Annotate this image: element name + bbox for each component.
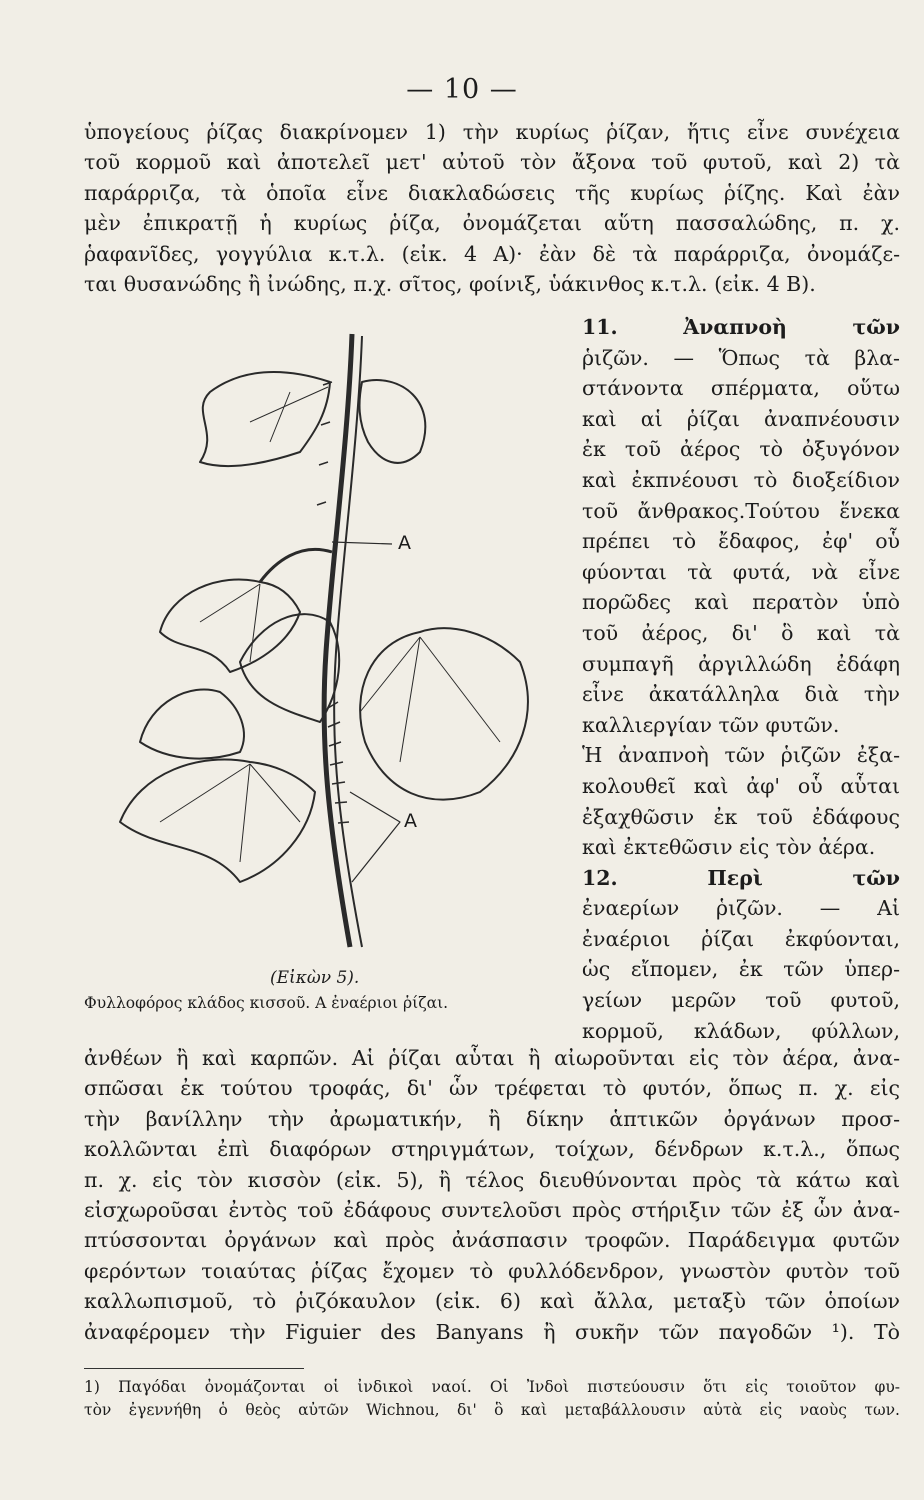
section-heading-11: 11. Ἀναπνοὴ τῶν <box>582 315 900 339</box>
figure-label: (Εἰκὼν 5). <box>270 968 360 988</box>
footnote-line: 1) Παγόδαι ὀνομάζονται οἱ ἰνδικοὶ ναοί. Οἱ Ἰνδοὶ πιστεύουσιν ὅτι εἰς τοιοῦτον φυ- <box>84 1378 900 1396</box>
leaf <box>160 579 300 672</box>
figure-caption: Φυλλοφόρος κλάδος κισσοῦ. Α ἐναέριοι ῥίζαι. <box>84 994 449 1012</box>
text-line: μὲν ἐπικρατῇ ἡ κυρίως ῥίζα, ὀνομάζεται αὕτη πασσαλώδης, π. χ. <box>84 211 900 236</box>
text-line: κολουθεῖ καὶ ἀφ' οὗ αὗται <box>582 773 900 798</box>
text-line: ῥιζῶν. — Ὅπως τὰ βλα- <box>582 345 900 370</box>
text-line: σπῶσαι ἐκ τούτου τροφάς, δι' ὧν τρέφεται τὸ φυτόν, ὅπως π. χ. εἰς <box>84 1076 900 1101</box>
text-line: τοῦ ἄνθρακος.Τούτου ἕνεκα <box>582 498 900 523</box>
figure-marker-upper: A <box>398 532 411 554</box>
text-line: τοῦ ἀέρος, δι' ὃ καὶ τὰ <box>582 620 900 645</box>
text-line: τοῦ κορμοῦ καὶ ἀποτελεῖ μετ' αὐτοῦ τὸν ἄξονα τοῦ φυτοῦ, καὶ 2) τὰ <box>84 150 900 175</box>
text-line: καλλωπισμοῦ, τὸ ῥιζόκαυλον (εἰκ. 6) καὶ ἄλλα, μεταξὺ τῶν ὁποίων <box>84 1289 900 1314</box>
footnote-rule <box>84 1368 304 1369</box>
text-line: πτύσσονται ὀργάνων καὶ πρὸς ἀνάσπασιν τροφῶν. Παράδειγμα φυτῶν <box>84 1228 900 1253</box>
footnote-line: τὸν ἐγεννήθη ὁ θεὸς αὐτῶν Wichnou, δι' ὃ καὶ μεταβάλλουσιν αὐτὰ εἰς ναοὺς των. <box>84 1401 900 1419</box>
text-line: τὴν βανίλλην τὴν ἀρωματικήν, ἢ δίκην ἁπτικῶν ὀργάνων προσ- <box>84 1106 900 1131</box>
text-line: καλλιεργίαν τῶν φυτῶν. <box>582 712 840 737</box>
text-line: παράρριζα, τὰ ὁποῖα εἶνε διακλαδώσεις τῆς κυρίως ῥίζης. Καὶ ἐὰν <box>84 180 900 205</box>
text-line: κορμοῦ, κλάδων, φύλλων, <box>582 1018 900 1043</box>
text-line: ἐναέριοι ῥίζαι ἐκφύονται, <box>582 926 900 951</box>
text-line: ἀναφέρομεν τὴν Figuier des Banyans ἢ συκῆν τῶν παγοδῶν ¹). Τὸ <box>84 1319 900 1344</box>
text-line: στάνοντα σπέρματα, οὕτω <box>582 376 900 401</box>
page-number: — 10 — <box>406 74 518 105</box>
leaf <box>360 380 426 463</box>
leaf <box>140 689 244 758</box>
text-line: εἶνε ἀκατάλληλα διὰ τὴν <box>582 682 900 707</box>
ivy-branch-drawing <box>100 322 570 962</box>
text-line: συμπαγῆ ἀργιλλώδη ἐδάφη <box>582 651 900 676</box>
text-line: κολλῶνται ἐπὶ διαφόρων στηριγμάτων, τοίχων, δένδρων κ.τ.λ., ὅπως <box>84 1137 900 1162</box>
text-line: Ἡ ἀναπνοὴ τῶν ῥιζῶν ἐξα- <box>582 743 900 768</box>
section-heading-12: 12. Περὶ τῶν <box>582 865 900 890</box>
footnote <box>84 1376 900 1422</box>
text-line: ἐξαχθῶσιν ἐκ τοῦ ἐδάφους <box>582 804 900 829</box>
ivy-illustration <box>100 322 570 1022</box>
text-line: καὶ αἱ ῥίζαι ἀναπνέουσιν <box>582 406 900 431</box>
text-line: ἐναερίων ῥιζῶν. — Αἱ <box>582 896 900 921</box>
text-line: καὶ ἐκπνέουσι τὸ διοξείδιον <box>582 467 900 492</box>
text-line: ται θυσανώδης ἢ ἰνώδης, π.χ. σῖτος, φοίνιξ, ὑάκινθος κ.τ.λ. (εἰκ. 4 Β). <box>84 272 816 297</box>
text-line: ὑπογείους ῥίζας διακρίνομεν 1) τὴν κυρίως ῥίζαν, ἥτις εἶνε συνέχεια <box>84 120 900 144</box>
leaf <box>360 628 528 799</box>
text-line: ἐκ τοῦ ἀέρος τὸ ὀξυγόνον <box>582 437 900 462</box>
text-line: πορῶδες καὶ περατὸν ὑπὸ <box>582 590 900 615</box>
text-line: φύονται τὰ φυτά, νὰ εἶνε <box>582 559 900 584</box>
top-paragraph <box>84 117 900 299</box>
bottom-paragraph <box>84 1043 900 1347</box>
figure-marker-lower: A <box>404 810 417 832</box>
stem <box>324 334 352 947</box>
text-line: γείων μερῶν τοῦ φυτοῦ, <box>582 988 900 1013</box>
text-line: ῥαφανῖδες, γογγύλια κ.τ.λ. (εἰκ. 4 Α)· ἐὰν δὲ τὰ παράρριζα, ὀνομάζε- <box>84 241 900 266</box>
leaf <box>120 760 315 883</box>
text-line: π. χ. εἰς τὸν κισσὸν (εἰκ. 5), ἢ τέλος διευθύνονται πρὸς τὰ κάτω καὶ <box>84 1167 900 1192</box>
text-line: πρέπει τὸ ἔδαφος, ἐφ' οὗ <box>582 529 900 554</box>
text-line: φερόντων τοιαύτας ῥίζας ἔχομεν τὸ φυλλόδενδρον, γνωστὸν φυτὸν τοῦ <box>84 1258 900 1283</box>
text-line: ἀνθέων ἢ καὶ καρπῶν. Αἱ ῥίζαι αὗται ἢ αἰωροῦνται εἰς τὸν ἀέρα, ἀνα- <box>84 1046 900 1070</box>
text-line: καὶ ἐκτεθῶσιν εἰς τὸν ἀέρα. <box>582 835 876 860</box>
text-line: εἰσχωροῦσαι ἐντὸς τοῦ ἐδάφους συντελοῦσι πρὸς στήριξιν τῶν ἐξ ὧν ἀνα- <box>84 1198 900 1223</box>
side-column <box>582 312 900 1046</box>
leaf <box>200 372 330 466</box>
text-line: ὡς εἴπομεν, ἐκ τῶν ὑπερ- <box>582 957 900 982</box>
